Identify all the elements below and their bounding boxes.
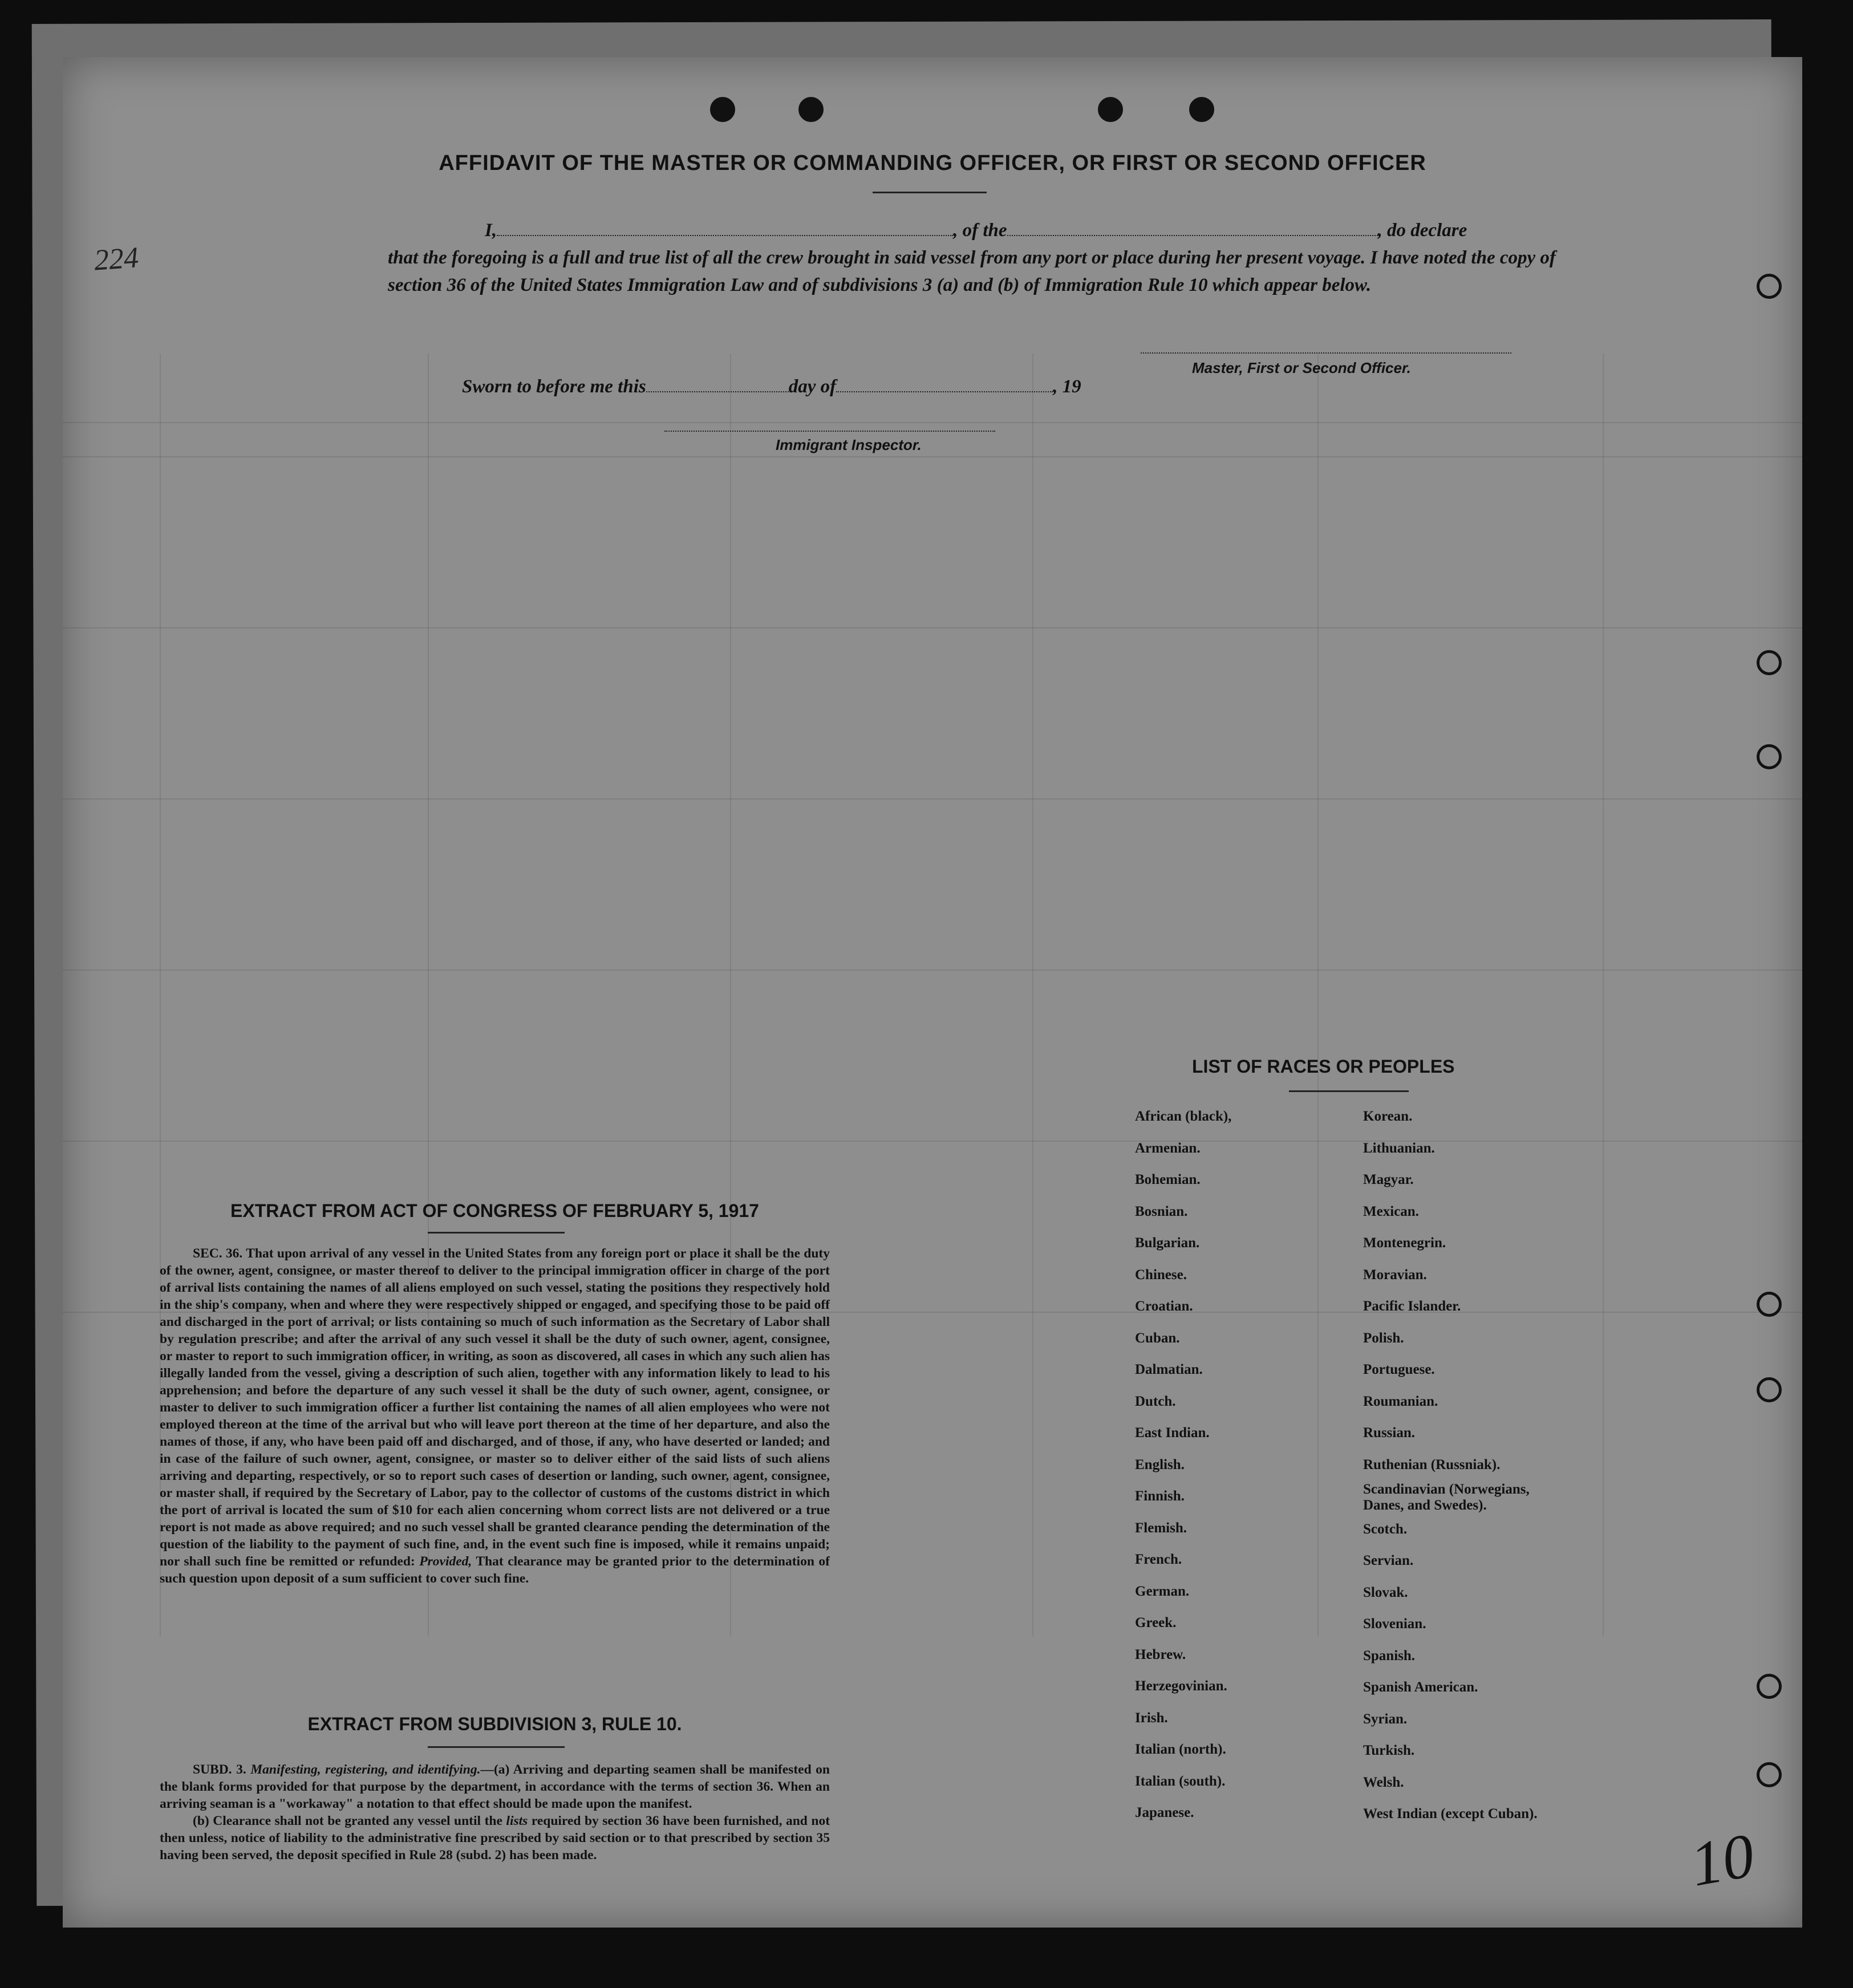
- race-item: Irish.: [1135, 1710, 1168, 1726]
- affidavit-do-declare: , do declare: [1377, 220, 1467, 241]
- subd-a-text: —(a) Arriving and departing seamen shall be manifested on the blank forms provided for that purpose by the department, in accordance with the terms of section 36. When an arriving seaman is a "workaway" a notation to that effect should be made upon the manifest.: [160, 1762, 830, 1811]
- ghost-column: [1032, 354, 1033, 1637]
- race-item: Bohemian.: [1135, 1172, 1201, 1187]
- race-item: Italian (north).: [1135, 1742, 1226, 1757]
- punch-hole: [1757, 1292, 1782, 1317]
- inspector-signature-line[interactable]: [664, 431, 995, 432]
- subd-a-prefix: SUBD. 3.: [193, 1762, 246, 1777]
- sec36-text: SEC. 36. That upon arrival of any vessel in the United States from any foreign port or place it shall be the duty of the owner, agent, consignee, or master thereof to deliver to the principal immigration officer in charge of the port of arrival lists containing the names of all aliens employed on such vessel, stating the positions they respectively hold in the ship's company, when and where they were respectively shipped or engaged, and specifying those to be paid off and discharged in the port of arrival; or lists containing so much of such information as the Secretary of Labor shall by regulation prescribe; and after the arrival of any such vessel it shall be the duty of such owner, agent, consignee, or master to report to such immigration officer, in writing, as soon as discovered, all cases in which any such alien has illegally landed from the vessel, giving a description of such alien, together with any information likely to lead to his apprehension; and before the departure of any such vessel it shall be the duty of such owner, agent, consignee, or master to deliver to such immigration officer a further list containing the names of all alien employees who were not employed thereon at the time of the arrival but who will leave port thereon at the time of her departure, and also the names of those, if any, who have been paid off and discharged, and of those, if any, who have deserted or landed; and in case of the failure of such owner, agent, consignee, or master so to deliver either of the said lists of such aliens arriving and departing, respectively, or so to report such cases of desertion or landing, such owner, agent, consignee, or master shall, if required by the Secretary of Labor, pay to the collector of customs of the customs district in which the port of arrival is located the sum of $10 for each alien concerning whom correct lists are not delivered or a true report is not made as above required; and no such vessel shall be granted clearance pending the determination of the question of the liability to the payment of such fine, and, in the event such fine is imposed, while it remains unpaid; nor shall such fine be remitted or refunded:: [160, 1246, 830, 1569]
- races-title: LIST OF RACES OR PEOPLES: [1192, 1056, 1455, 1077]
- punch-hole: [1757, 1674, 1782, 1699]
- race-item: Magyar.: [1363, 1172, 1414, 1187]
- sworn-year-prefix: , 19: [1053, 376, 1081, 397]
- race-item: Polish.: [1363, 1330, 1404, 1346]
- subd-a-paragraph: [160, 1761, 830, 1812]
- race-item: Moravian.: [1363, 1267, 1427, 1283]
- race-item: Roumanian.: [1363, 1393, 1438, 1409]
- affidavit-i: I,: [485, 220, 497, 241]
- affidavit-title: AFFIDAVIT OF THE MASTER OR COMMANDING OFFICER, OR FIRST OR SECOND OFFICER: [439, 151, 1426, 175]
- race-item: Korean.: [1363, 1109, 1413, 1124]
- race-item: German.: [1135, 1583, 1190, 1599]
- ghost-line: [63, 627, 1802, 628]
- affidavit-title-rule: [873, 192, 987, 193]
- punch-hole: [1757, 650, 1782, 675]
- race-item: Greek.: [1135, 1615, 1177, 1630]
- provided-word: Provided,: [419, 1554, 472, 1569]
- sworn-month-blank[interactable]: [836, 380, 1053, 392]
- race-item: Ruthenian (Russniak).: [1363, 1456, 1501, 1472]
- race-item: French.: [1135, 1552, 1182, 1567]
- race-item: Hebrew.: [1135, 1646, 1186, 1662]
- vessel-blank[interactable]: [1007, 224, 1378, 236]
- race-item: Syrian.: [1363, 1711, 1408, 1727]
- races-left-column: [1135, 1101, 1231, 1829]
- race-item: Spanish.: [1363, 1648, 1416, 1664]
- punch-hole: [1757, 1762, 1782, 1787]
- ghost-column: [1317, 354, 1319, 1637]
- race-item: Bulgarian.: [1135, 1235, 1200, 1251]
- race-item: Pacific Islander.: [1363, 1299, 1461, 1314]
- race-item: Slovenian.: [1363, 1616, 1426, 1632]
- race-item: English.: [1135, 1456, 1185, 1472]
- punch-hole: [1189, 97, 1214, 122]
- manifest-page: [63, 57, 1802, 1928]
- rule-extract-body: [160, 1761, 830, 1864]
- race-item: Servian.: [1363, 1553, 1414, 1568]
- subd-b-paragraph: [160, 1812, 830, 1864]
- subd-a-heading: Manifesting, registering, and identifying.: [250, 1762, 481, 1777]
- subd-b-lists: lists: [506, 1813, 528, 1828]
- race-item: Turkish.: [1363, 1743, 1415, 1758]
- race-item: Armenian.: [1135, 1140, 1201, 1156]
- race-item: Montenegrin.: [1363, 1235, 1446, 1251]
- subd-b-prefix: (b) Clearance shall not be granted any vessel until the: [193, 1813, 502, 1828]
- affidavit-declaration-line: [388, 217, 1563, 244]
- race-item: Chinese.: [1135, 1267, 1187, 1283]
- race-item: Dalmatian.: [1135, 1362, 1203, 1377]
- race-item: Bosnian.: [1135, 1203, 1188, 1219]
- inspector-signature-label: Immigrant Inspector.: [776, 436, 922, 453]
- affidavit-of-the: , of the: [953, 220, 1007, 241]
- act-extract-body: [160, 1245, 830, 1587]
- punch-hole: [798, 97, 824, 122]
- ghost-line: [63, 422, 1802, 423]
- race-item: Portuguese.: [1363, 1362, 1435, 1377]
- master-signature-label: Master, First or Second Officer.: [1192, 359, 1411, 376]
- affidavit-statement: that the foregoing is a full and true list of all the crew brought in said vessel from any port or place during her present voyage. I have noted the copy of section 36 of the United States Immigration Law and of subdivisions 3 (a) and (b) of Immigration Rule 10 which appear below.: [388, 248, 1556, 295]
- race-item: Slovak.: [1363, 1584, 1408, 1600]
- race-item: Flemish.: [1135, 1520, 1187, 1536]
- race-item: Mexican.: [1363, 1203, 1419, 1219]
- race-item: Russian.: [1363, 1425, 1416, 1441]
- sworn-day-blank[interactable]: [646, 380, 789, 392]
- master-signature-line[interactable]: [1141, 352, 1511, 354]
- ghost-column: [1603, 354, 1604, 1637]
- sworn-day-of: day of: [788, 376, 837, 397]
- sworn-statement: [462, 376, 1081, 397]
- punch-hole: [710, 97, 735, 122]
- punch-hole: [1757, 274, 1782, 299]
- name-blank[interactable]: [497, 224, 953, 236]
- race-item: Spanish American.: [1363, 1679, 1478, 1695]
- act-extract-title: EXTRACT FROM ACT OF CONGRESS OF FEBRUARY 5, 1917: [230, 1200, 759, 1221]
- ghost-line: [63, 798, 1802, 800]
- race-item: West Indian (except Cuban).: [1363, 1806, 1538, 1821]
- affidavit-body: [388, 217, 1563, 299]
- ghost-line: [63, 969, 1802, 971]
- act-extract-rule: [428, 1232, 565, 1234]
- race-item: Dutch.: [1135, 1393, 1176, 1409]
- rule-extract-title: EXTRACT FROM SUBDIVISION 3, RULE 10.: [307, 1714, 682, 1734]
- race-item: East Indian.: [1135, 1425, 1210, 1441]
- punch-hole: [1098, 97, 1123, 122]
- race-item: Scotch.: [1363, 1521, 1408, 1537]
- race-item: Scandinavian (Norwegians, Danes, and Swedes).: [1363, 1482, 1530, 1513]
- handwritten-page-number: 224: [93, 241, 140, 277]
- sec36-proviso: That clearance may be granted prior to the determination of such question upon deposit of a sum sufficient to cover such fine.: [160, 1554, 830, 1586]
- sworn-prefix: Sworn to before me this: [462, 376, 646, 397]
- races-title-rule: [1289, 1090, 1409, 1092]
- punch-hole: [1757, 1377, 1782, 1402]
- handwritten-margin-mark: 10: [1685, 1820, 1759, 1900]
- race-item: Cuban.: [1135, 1330, 1180, 1346]
- race-item: Italian (south).: [1135, 1773, 1226, 1789]
- subd-b-text: required by section 36 have been furnished, and not then unless, notice of liability to the administrative fine prescribed by said section or to that prescribed by section 35 having been served, the deposit specified in Rule 28 (subd. 2) has been made.: [160, 1813, 830, 1863]
- race-item: African (black),: [1135, 1109, 1232, 1124]
- race-item: Lithuanian.: [1363, 1140, 1435, 1156]
- punch-hole: [1757, 744, 1782, 769]
- race-item: Croatian.: [1135, 1299, 1193, 1314]
- race-item: Herzegovinian.: [1135, 1678, 1227, 1694]
- race-item: Finnish.: [1135, 1488, 1185, 1504]
- ghost-line: [63, 456, 1802, 457]
- rule-extract-rule: [428, 1746, 565, 1748]
- races-right-column: [1363, 1101, 1568, 1830]
- race-item: Japanese.: [1135, 1805, 1194, 1820]
- race-item: Welsh.: [1363, 1774, 1404, 1790]
